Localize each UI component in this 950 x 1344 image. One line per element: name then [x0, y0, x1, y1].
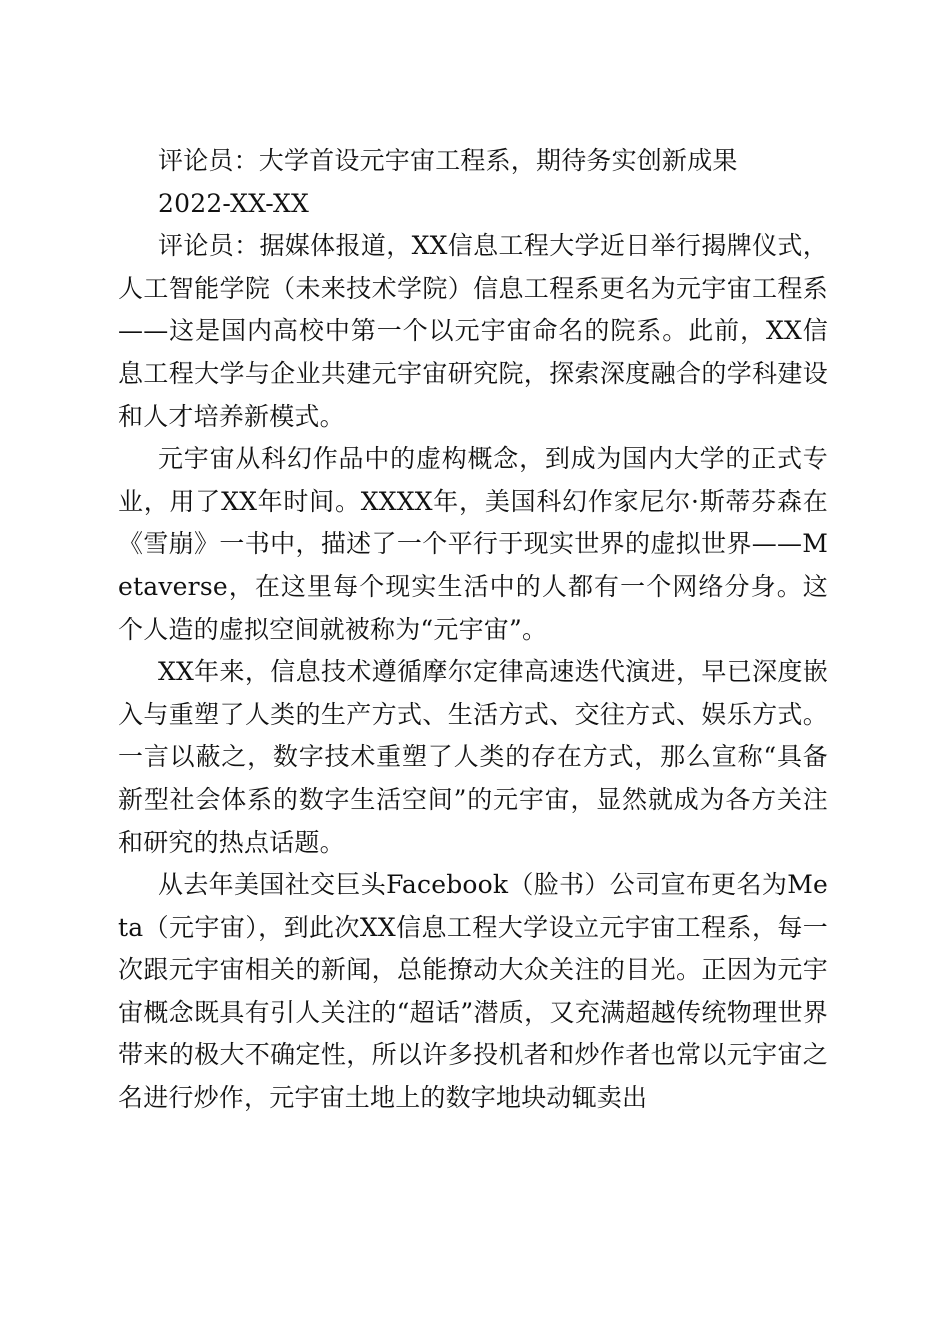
- article-title: 评论员：大学首设元宇宙工程系，期待务实创新成果: [158, 146, 738, 175]
- document-body: [118, 140, 828, 1120]
- article-date: 2022-XX-XX: [158, 188, 310, 218]
- paragraph-1: 评论员：据媒体报道，XX信息工程大学近日举行揭牌仪式，人工智能学院（未来技术学院）信息工程系更名为元宇宙工程系——这是国内高校中第一个以元宇宙命名的院系。此前，XX信息工程大学与企业共建元宇宙研究院，探索深度融合的学科建设和人才培养新模式。: [118, 231, 828, 431]
- paragraph-3: XX年来，信息技术遵循摩尔定律高速迭代演进，早已深度嵌入与重塑了人类的生产方式、生活方式、交往方式、娱乐方式。一言以蔽之，数字技术重塑了人类的存在方式，那么宣称“具备新型社会体系的数字生活空间”的元宇宙，显然就成为各方关注和研究的热点话题。: [118, 657, 828, 857]
- paragraph-2: 元宇宙从科幻作品中的虚构概念，到成为国内大学的正式专业，用了XX年时间。XXXX年，美国科幻作家尼尔·斯蒂芬森在《雪崩》一书中，描述了一个平行于现实世界的虚拟世界——Metaverse，在这里每个现实生活中的人都有一个网络分身。这个人造的虚拟空间就被称为“元宇宙”。: [118, 444, 828, 644]
- paragraph-4: 从去年美国社交巨头Facebook（脸书）公司宣布更名为Meta（元宇宙），到此次XX信息工程大学设立元宇宙工程系，每一次跟元宇宙相关的新闻，总能撩动大众关注的目光。正因为元宇宙概念既具有引人关注的“超话”潜质，又充满超越传统物理世界带来的极大不确定性，所以许多投机者和炒作者也常以元宇宙之名进行炒作，元宇宙土地上的数字地块动辄卖出: [118, 870, 828, 1113]
